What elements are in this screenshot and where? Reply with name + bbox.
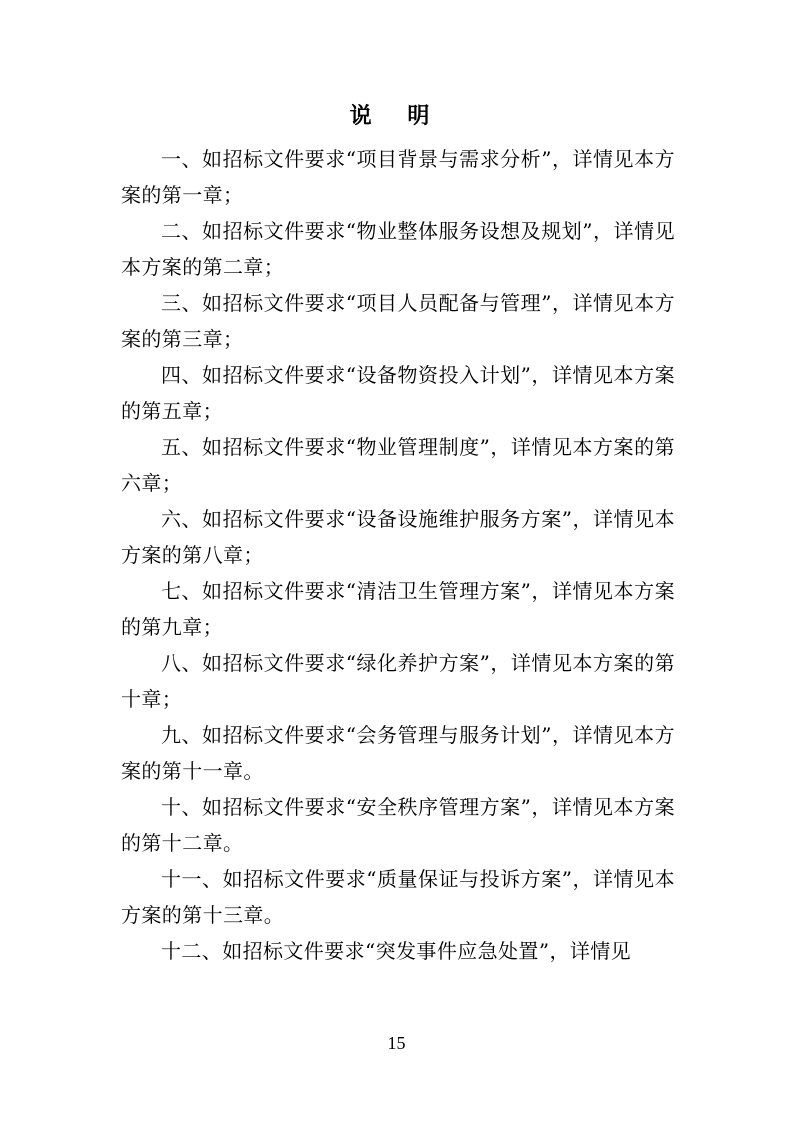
page-number: 15 <box>387 1033 406 1053</box>
paragraph-6: 六、如招标文件要求“设备设施维护服务方案”，详情见本方案的第八章； <box>121 507 675 567</box>
paragraph-4: 四、如招标文件要求“设备物资投入计划”，详情见本方案的第五章； <box>121 363 675 423</box>
paragraph-11: 十一、如招标文件要求“质量保证与投诉方案”，详情见本方案的第十三章。 <box>121 867 675 927</box>
document-body <box>121 141 675 969</box>
paragraph-3: 三、如招标文件要求“项目人员配备与管理”，详情见本方案的第三章； <box>121 291 675 351</box>
page-title: 说 明 <box>349 104 444 129</box>
paragraph-8: 八、如招标文件要求“绿化养护方案”，详情见本方案的第十章； <box>121 651 675 711</box>
paragraph-9: 九、如招标文件要求“会务管理与服务计划”，详情见本方案的第十一章。 <box>121 723 675 783</box>
paragraph-7: 七、如招标文件要求“清洁卫生管理方案”，详情见本方案的第九章； <box>121 579 675 639</box>
paragraph-12: 十二、如招标文件要求“突发事件应急处置”，详情见 <box>161 939 632 963</box>
paragraph-1: 一、如招标文件要求“项目背景与需求分析”，详情见本方案的第一章； <box>121 147 675 207</box>
paragraph-2: 二、如招标文件要求“物业整体服务设想及规划”，详情见本方案的第二章； <box>121 219 675 279</box>
paragraph-5: 五、如招标文件要求“物业管理制度”，详情见本方案的第六章； <box>121 435 675 495</box>
paragraph-10: 十、如招标文件要求“安全秩序管理方案”，详情见本方案的第十二章。 <box>121 795 675 855</box>
